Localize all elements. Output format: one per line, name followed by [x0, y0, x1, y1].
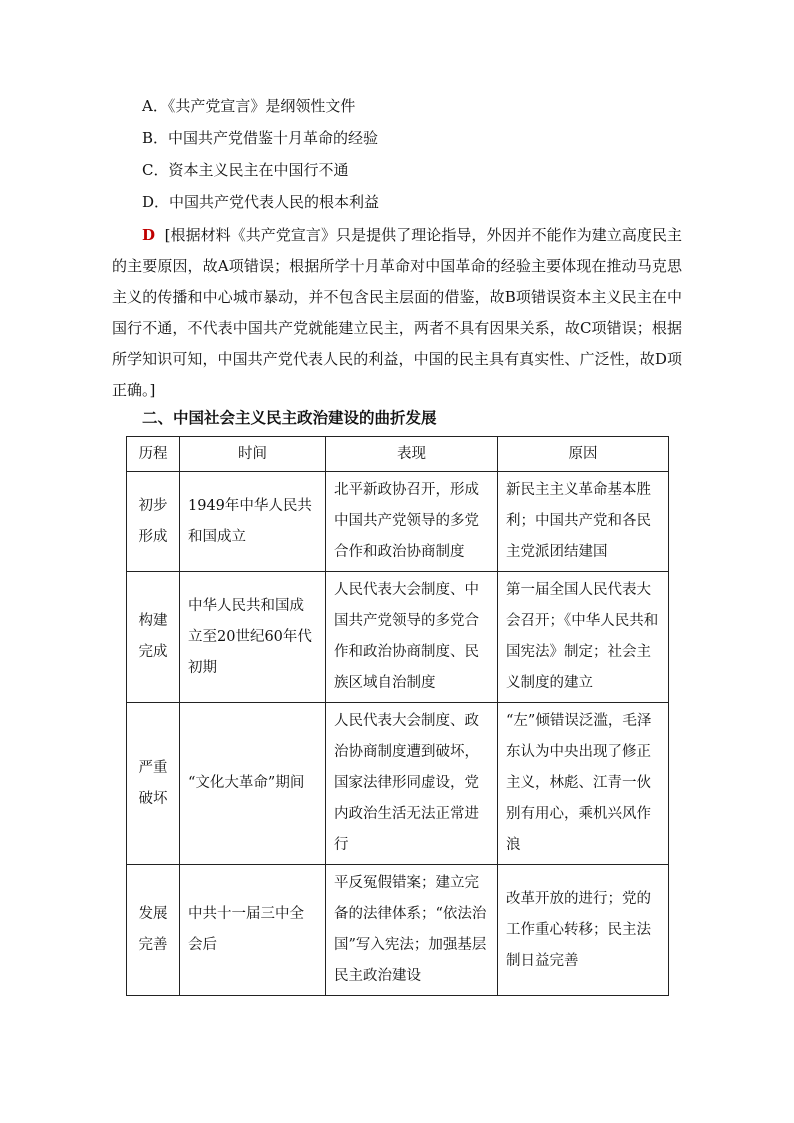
reason-cell: 新民主主义革命基本胜利；中国共产党和各民主党派团结建国	[498, 472, 669, 572]
stage-line: 构建	[138, 613, 168, 629]
history-table	[126, 436, 669, 996]
table-row	[127, 865, 669, 996]
table-row	[127, 572, 669, 703]
header-stage: 历程	[127, 437, 180, 472]
stage-cell	[127, 703, 180, 865]
option-b: B．中国共产党借鉴十月革命的经验	[142, 129, 379, 147]
reason-cell: 改革开放的进行；党的工作重心转移；民主法制日益完善	[498, 865, 669, 996]
answer-letter: D	[142, 226, 156, 244]
performance-cell: 人民代表大会制度、政治协商制度遭到破坏，国家法律形同虚设，党内政治生活无法正常进行	[326, 703, 498, 865]
stage-line: 初步	[138, 497, 168, 514]
header-performance: 表现	[326, 437, 498, 472]
stage-line: 严重	[138, 759, 168, 776]
time-cell: 1949年中华人民共和国成立	[180, 472, 326, 572]
time-cell: “文化大革命”期间	[180, 703, 326, 865]
stage-line: 发展	[138, 906, 168, 922]
stage-cell	[127, 865, 180, 996]
performance-cell: 平反冤假错案；建立完备的法律体系；“依法治国”写入宪法；加强基层民主政治建设	[326, 865, 498, 996]
answer-explanation: [根据材料《共产党宣言》只是提供了理论指导，外因并不能作为建立高度民主的主要原因，故A项错误；根据所学十月革命对中国革命的经验主要体现在推动马克思主义的传播和中心城市暴动，并不包含民主层面的借鉴，故B项错误资本主义民主在中国行不通，不代表中国共产党就能建立民主，两者不具有因果关系，故C项错误；根据所学知识可知，中国共产党代表人民的利益，中国的民主具有真实性、广泛性，故D项正确。]	[112, 226, 682, 399]
option-a: A．《共产党宣言》是纲领性文件	[142, 97, 356, 115]
header-time: 时间	[180, 437, 326, 472]
section-title: 二、中国社会主义民主政治建设的曲折发展	[142, 408, 437, 427]
stage-cell	[127, 472, 180, 572]
option-d: D．中国共产党代表人民的根本利益	[142, 193, 380, 211]
table-row	[127, 472, 669, 572]
reason-cell: “左”倾错误泛滥，毛泽东认为中央出现了修正主义，林彪、江青一伙别有用心，乘机兴风作浪	[498, 703, 669, 865]
stage-line: 形成	[138, 528, 168, 545]
performance-cell: 北平新政协召开，形成中国共产党领导的多党合作和政治协商制度	[326, 472, 498, 572]
stage-cell	[127, 572, 180, 703]
stage-line: 完成	[138, 644, 168, 660]
option-c: C．资本主义民主在中国行不通	[142, 161, 349, 179]
table-row	[127, 703, 669, 865]
header-reason: 原因	[498, 437, 669, 472]
answer-explanation-block	[112, 220, 682, 406]
performance-cell: 人民代表大会制度、中国共产党领导的多党合作和政治协商制度、民族区域自治制度	[326, 572, 498, 703]
stage-line: 破坏	[138, 790, 168, 807]
reason-cell: 第一届全国人民代表大会召开；《中华人民共和国宪法》制定；社会主义制度的建立	[498, 572, 669, 703]
table-header-row	[127, 437, 669, 472]
time-cell: 中共十一届三中全会后	[180, 865, 326, 996]
stage-line: 完善	[138, 937, 168, 953]
time-cell: 中华人民共和国成立至20世纪60年代初期	[180, 572, 326, 703]
